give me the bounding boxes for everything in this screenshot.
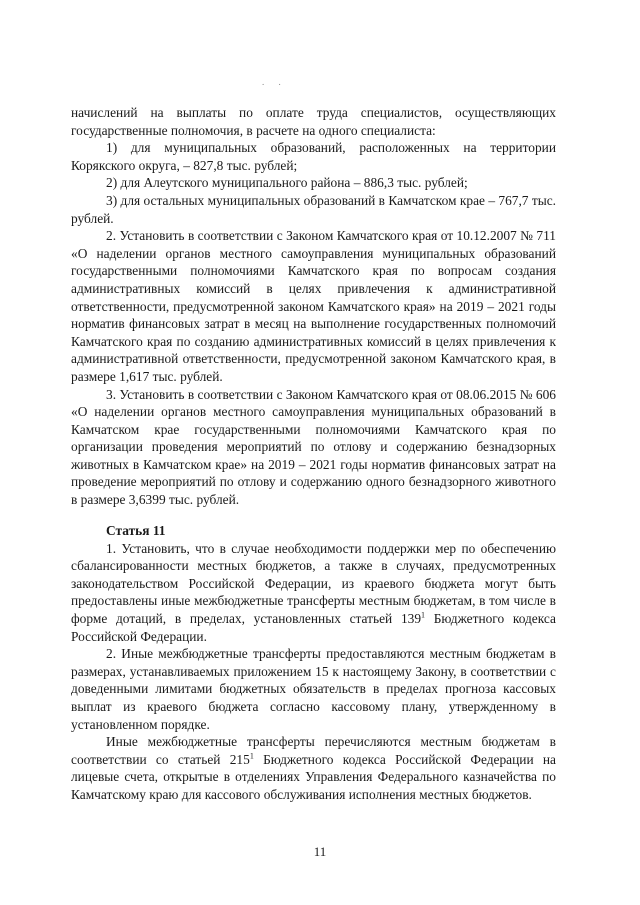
paragraph: 1) для муниципальных образований, расположенных на территории Корякского округа, – 827,8 тыс. рублей; [71, 140, 556, 173]
article-paragraph-3 [71, 733, 556, 803]
paragraph: 3. Установить в соответствии с Законом Камчатского края от 08.06.2015 № 606 «О наделении органов местного самоуправления муниципальных образований в Камчатском крае государственными полномочиями Камчатского края по организации проведения мероприятий по отлову и содержанию безнадзорных животных в Камчатском крае» на 2019 – 2021 годы норматив финансовых затрат на проведение мероприятий по отлову и содержанию одного безнадзорного животного в размере 3,6399 тыс. рублей. [71, 386, 556, 508]
paragraph: 3) для остальных муниципальных образований в Камчатском крае – 767,7 тыс. рублей. [71, 192, 556, 226]
article-paragraph-3-superscript: 1 [249, 751, 254, 761]
paragraph: 2. Установить в соответствии с Законом Камчатского края от 10.12.2007 № 711 «О наделении органов местного самоуправления муниципальных образований государственными полномочиями Камчатского края по вопросам создания административных комиссий в целях привлечения к административной ответственности, предусмотренной законом Камчатского края» на 2019 – 2021 годы норматив финансовых затрат в месяц на выполнение государственных полномочий Камчатского края по созданию административных комиссий в целях привлечения к административной ответственности, предусмотренной законом Камчатского края, в размере 1,617 тыс. рублей. [71, 228, 556, 384]
article-11 [71, 522, 556, 804]
article-paragraph-3-text: Иные межбюджетные трансферты перечисляются местным бюджетам в соответствии со статьей 215 [71, 734, 556, 767]
article-heading: Статья 11 [106, 523, 166, 538]
article-paragraph-1-text: 1. Установить, что в случае необходимости поддержки мер по обеспечению сбалансированности местных бюджетов, а также в случаях, предусмотренных законодательством Российской Федерации, из краевого бюджета могут быть предоставлены иные межбюджетные трансферты местным бюджетам, в том числе в форме дотаций, в пределах, установленных статьей 139 [71, 540, 556, 626]
paragraph: начислений на выплаты по оплате труда специалистов, осуществляющих государственные полномочия, в расчете на одного специалиста: [71, 105, 556, 138]
article-paragraph-3-text-end: Бюджетного кодекса Российской Федерации на лицевые счета, открытые в отделениях Управления Федерального казначейства по Камчатскому краю для кассового обслуживания исполнения местных бюджетов. [71, 751, 556, 802]
body-text-top [71, 104, 556, 509]
page-number: 11 [313, 844, 327, 859]
article-paragraph-2: 2. Иные межбюджетные трансферты предоставляются местным бюджетам в размерах, устанавливаемых приложением 15 к настоящему Закону, в соответствии с доведенными лимитами бюджетных обязательств в пределах прогноза кассовых выплат из краевого бюджета согласно кассовому плану, утвержденному в установленном порядке. [71, 646, 556, 732]
header-mark: . . [262, 77, 287, 87]
article-paragraph-1-superscript: 1 [421, 610, 426, 620]
article-paragraph-1 [71, 540, 556, 646]
paragraph: 2) для Алеутского муниципального района – 886,3 тыс. рублей; [106, 175, 468, 191]
article-paragraph-1-text-end: Бюджетного кодекса Российской Федерации. [71, 610, 556, 644]
